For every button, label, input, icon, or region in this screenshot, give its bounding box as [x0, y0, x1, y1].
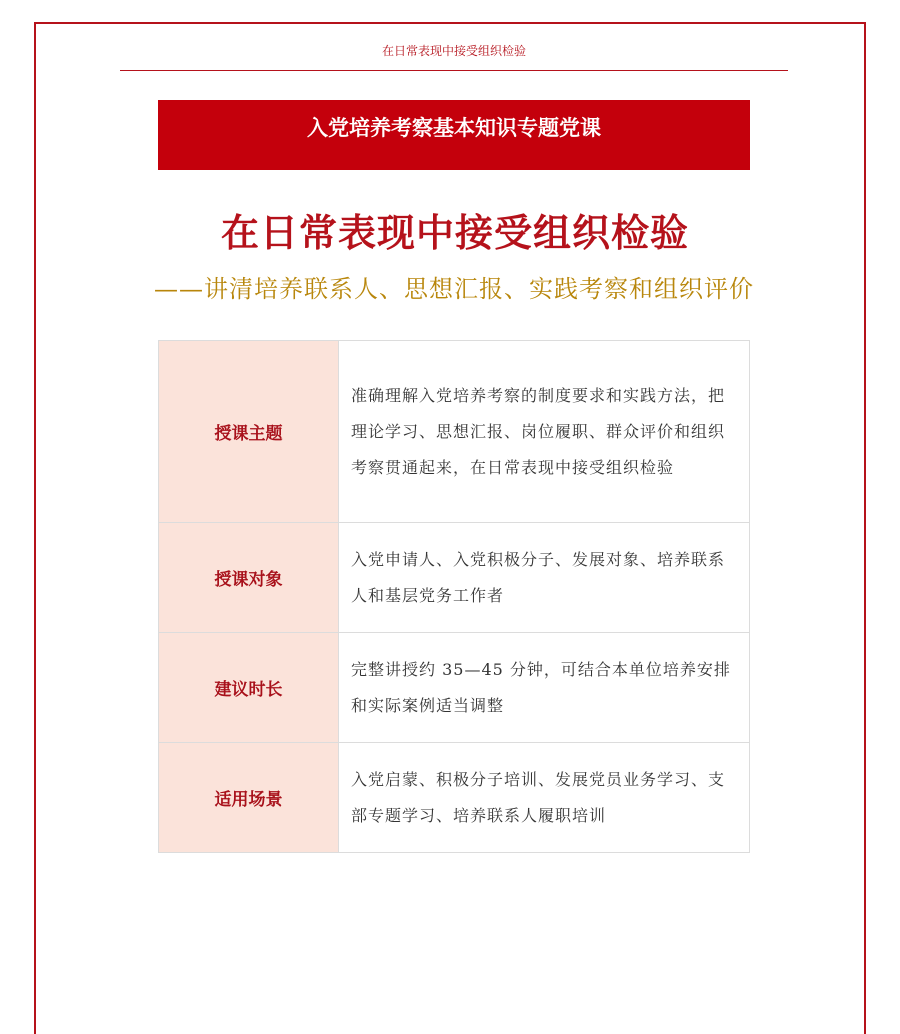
- row-label: 授课主题: [159, 341, 339, 523]
- running-header: 在日常表现中接受组织检验: [381, 44, 526, 58]
- row-value: 入党申请人、入党积极分子、发展对象、培养联系人和基层党务工作者: [339, 523, 750, 633]
- table-row: [159, 743, 750, 853]
- row-label: 授课对象: [159, 523, 339, 633]
- row-label: 适用场景: [159, 743, 339, 853]
- row-value: 准确理解入党培养考察的制度要求和实践方法，把理论学习、思想汇报、岗位履职、群众评价和组织考察贯通起来，在日常表现中接受组织检验: [339, 341, 750, 523]
- row-value: 完整讲授约 35—45 分钟，可结合本单位培养安排和实际案例适当调整: [339, 633, 750, 743]
- table-row: [159, 341, 750, 523]
- course-info-table: [158, 340, 750, 853]
- header-divider: [120, 70, 788, 71]
- table-row: [159, 633, 750, 743]
- page-subtitle: ——讲清培养联系人、思想汇报、实践考察和组织评价: [154, 275, 754, 303]
- table-row: [159, 523, 750, 633]
- course-banner: 入党培养考察基本知识专题党课: [158, 100, 750, 170]
- row-label: 建议时长: [159, 633, 339, 743]
- row-value: 入党启蒙、积极分子培训、发展党员业务学习、支部专题学习、培养联系人履职培训: [339, 743, 750, 853]
- page-title: 在日常表现中接受组织检验: [220, 211, 689, 255]
